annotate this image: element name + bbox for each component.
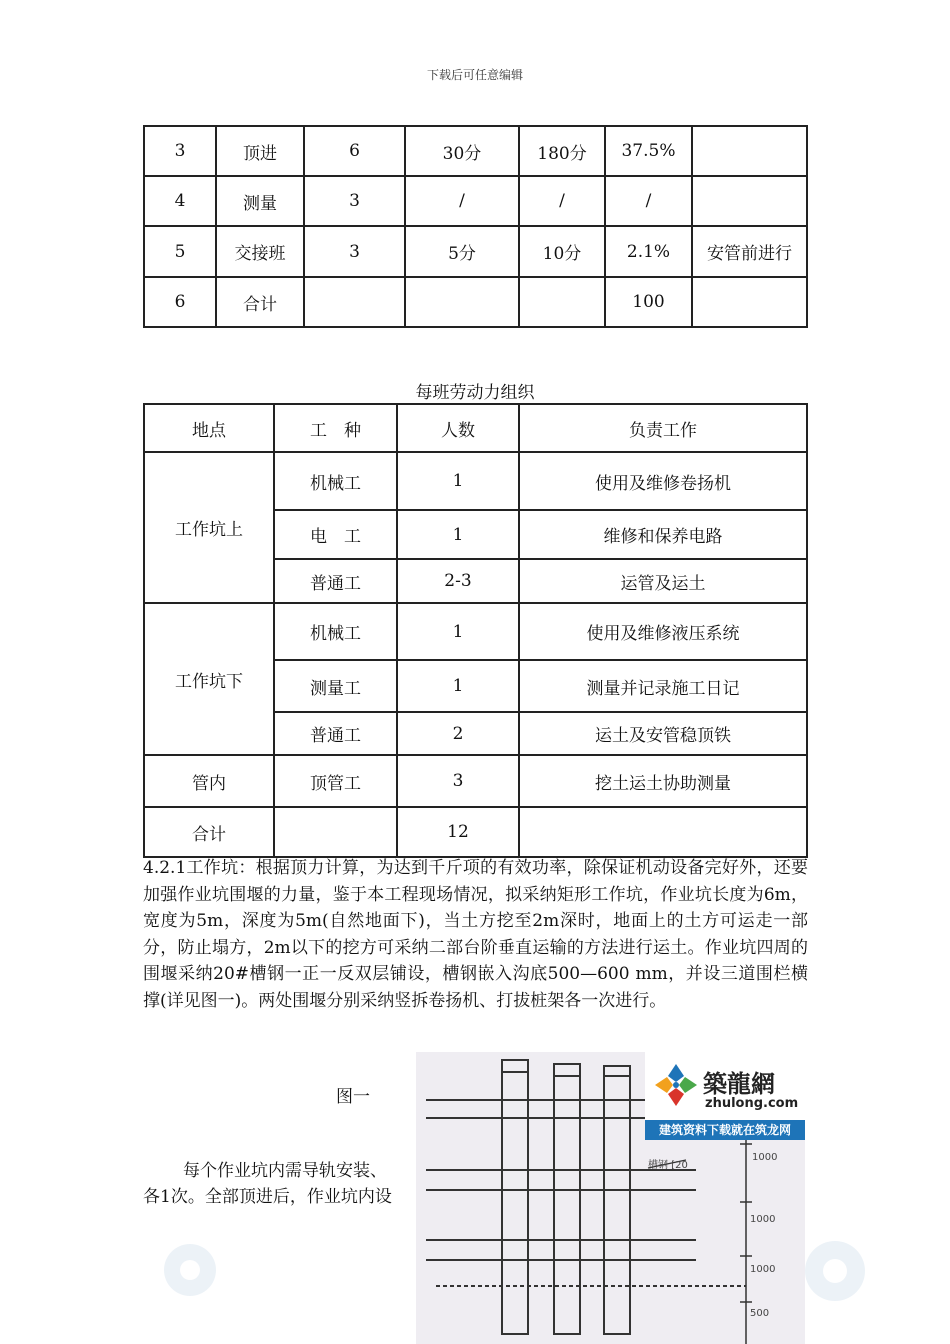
total-label-cell: 合计: [144, 807, 274, 857]
seq-cell: 3: [144, 126, 216, 176]
dimension-label: 500: [750, 1308, 770, 1319]
labor-table-title: 每班劳动力组织: [415, 383, 535, 403]
workers-cell: 6: [304, 126, 405, 176]
total-time-cell: 180分: [519, 126, 605, 176]
trade-cell: 普通工: [274, 712, 397, 755]
workers-cell: 3: [304, 176, 405, 226]
trade-cell: 电 工: [274, 510, 397, 559]
dimension-label: 1000: [750, 1264, 776, 1275]
schedule-row: [144, 176, 807, 226]
percent-cell: 100: [605, 277, 692, 327]
duty-cell: 测量并记录施工日记: [519, 660, 807, 712]
location-cell: 管内: [144, 755, 274, 807]
count-cell: 1: [397, 660, 519, 712]
annotation-channel-steel: 槽钢 [20: [648, 1160, 688, 1171]
total-duty-cell: [519, 807, 807, 857]
note-cell: 安管前进行: [692, 226, 807, 277]
header-count: 人数: [397, 404, 519, 452]
duty-cell: 使用及维修液压系统: [519, 603, 807, 660]
figure-sheet-pile-diagram: [416, 1052, 805, 1344]
logo-url: zhulong.com: [705, 1096, 799, 1111]
schedule-row: [144, 226, 807, 277]
seq-cell: 6: [144, 277, 216, 327]
total-time-cell: 10分: [519, 226, 605, 277]
logo-banner: 建筑资料下载就在筑龙网: [645, 1120, 805, 1140]
count-cell: 2: [397, 712, 519, 755]
schedule-table: [143, 125, 808, 328]
count-cell: 1: [397, 510, 519, 559]
pile-2: [554, 1076, 580, 1334]
pile-1: [502, 1072, 528, 1334]
header-location: 地点: [144, 404, 274, 452]
task-cell: 合计: [216, 277, 304, 327]
trade-cell: 测量工: [274, 660, 397, 712]
percent-cell: 37.5%: [605, 126, 692, 176]
paragraph-2-line-1: 每个作业坑内需导轨安装、: [183, 1161, 387, 1181]
workers-cell: [304, 277, 405, 327]
total-time-cell: [519, 277, 605, 327]
percent-cell: 2.1%: [605, 226, 692, 277]
dimension-label: 1000: [750, 1214, 776, 1225]
time-cell: [405, 277, 519, 327]
total-trade-cell: [274, 807, 397, 857]
page-header: 下载后可任意编辑: [426, 68, 523, 82]
dimension-label: 1000: [752, 1152, 778, 1163]
trade-cell: 顶管工: [274, 755, 397, 807]
percent-cell: /: [605, 176, 692, 226]
count-cell: 2-3: [397, 559, 519, 603]
task-cell: 顶进: [216, 126, 304, 176]
schedule-row: [144, 277, 807, 327]
note-cell: [692, 277, 807, 327]
task-cell: 测量: [216, 176, 304, 226]
total-time-cell: /: [519, 176, 605, 226]
seq-cell: 4: [144, 176, 216, 226]
location-cell: 工作坑上: [144, 452, 274, 603]
waler-2: [426, 1170, 696, 1190]
location-cell: 工作坑下: [144, 603, 274, 755]
count-cell: 3: [397, 755, 519, 807]
watermark-snowflake-icon: [160, 1240, 220, 1300]
trade-cell: 普通工: [274, 559, 397, 603]
body-paragraph: 4.2.1工作坑：根据顶力计算，为达到千斤项的有效功率，除保证机动设备完好外，还要加强作业坑围堰的力量，鉴于本工程现场情况，拟采纳矩形工作坑，作业坑长度为6m，宽度为5m，深度为5m(自然地面下)，当土方挖至2m深时，地面上的土方可运走一部分，防止塌方，2m以下的挖方可采纳二部台阶垂直运输的方法进行运土。作业坑四周的围堰采纳20#槽钢一正一反双层铺设，槽钢嵌入沟底500—600 mm，并设三道围栏横撑(详见图一)。两处围堰分别采纳竖拆卷扬机、打拔桩架各一次进行。: [143, 858, 808, 1011]
note-cell: [692, 126, 807, 176]
count-cell: 1: [397, 603, 519, 660]
duty-cell: 挖土运土协助测量: [519, 755, 807, 807]
duty-cell: 使用及维修卷扬机: [519, 452, 807, 510]
time-cell: 30分: [405, 126, 519, 176]
trade-cell: 机械工: [274, 603, 397, 660]
time-cell: 5分: [405, 226, 519, 277]
header-trade: 工 种: [274, 404, 397, 452]
duty-cell: 运土及安管稳顶铁: [519, 712, 807, 755]
paragraph-2-line-2: 各1次。全部顶进后，作业坑内设: [143, 1187, 392, 1207]
zhulong-snowflake-icon: [653, 1062, 699, 1108]
time-cell: /: [405, 176, 519, 226]
duty-cell: 维修和保养电路: [519, 510, 807, 559]
figure-label: 图一: [336, 1087, 370, 1107]
waler-3: [426, 1240, 696, 1260]
duty-cell: 运管及运土: [519, 559, 807, 603]
labor-table: [143, 403, 808, 858]
workers-cell: 3: [304, 226, 405, 277]
zhulong-logo: [645, 1052, 805, 1140]
schedule-row: [144, 126, 807, 176]
total-count-cell: 12: [397, 807, 519, 857]
seq-cell: 5: [144, 226, 216, 277]
task-cell: 交接班: [216, 226, 304, 277]
watermark-snowflake-icon: [800, 1236, 870, 1306]
pile-3: [604, 1076, 630, 1334]
note-cell: [692, 176, 807, 226]
count-cell: 1: [397, 452, 519, 510]
trade-cell: 机械工: [274, 452, 397, 510]
header-duty: 负责工作: [519, 404, 807, 452]
logo-name: 築龍網: [703, 1069, 775, 1098]
